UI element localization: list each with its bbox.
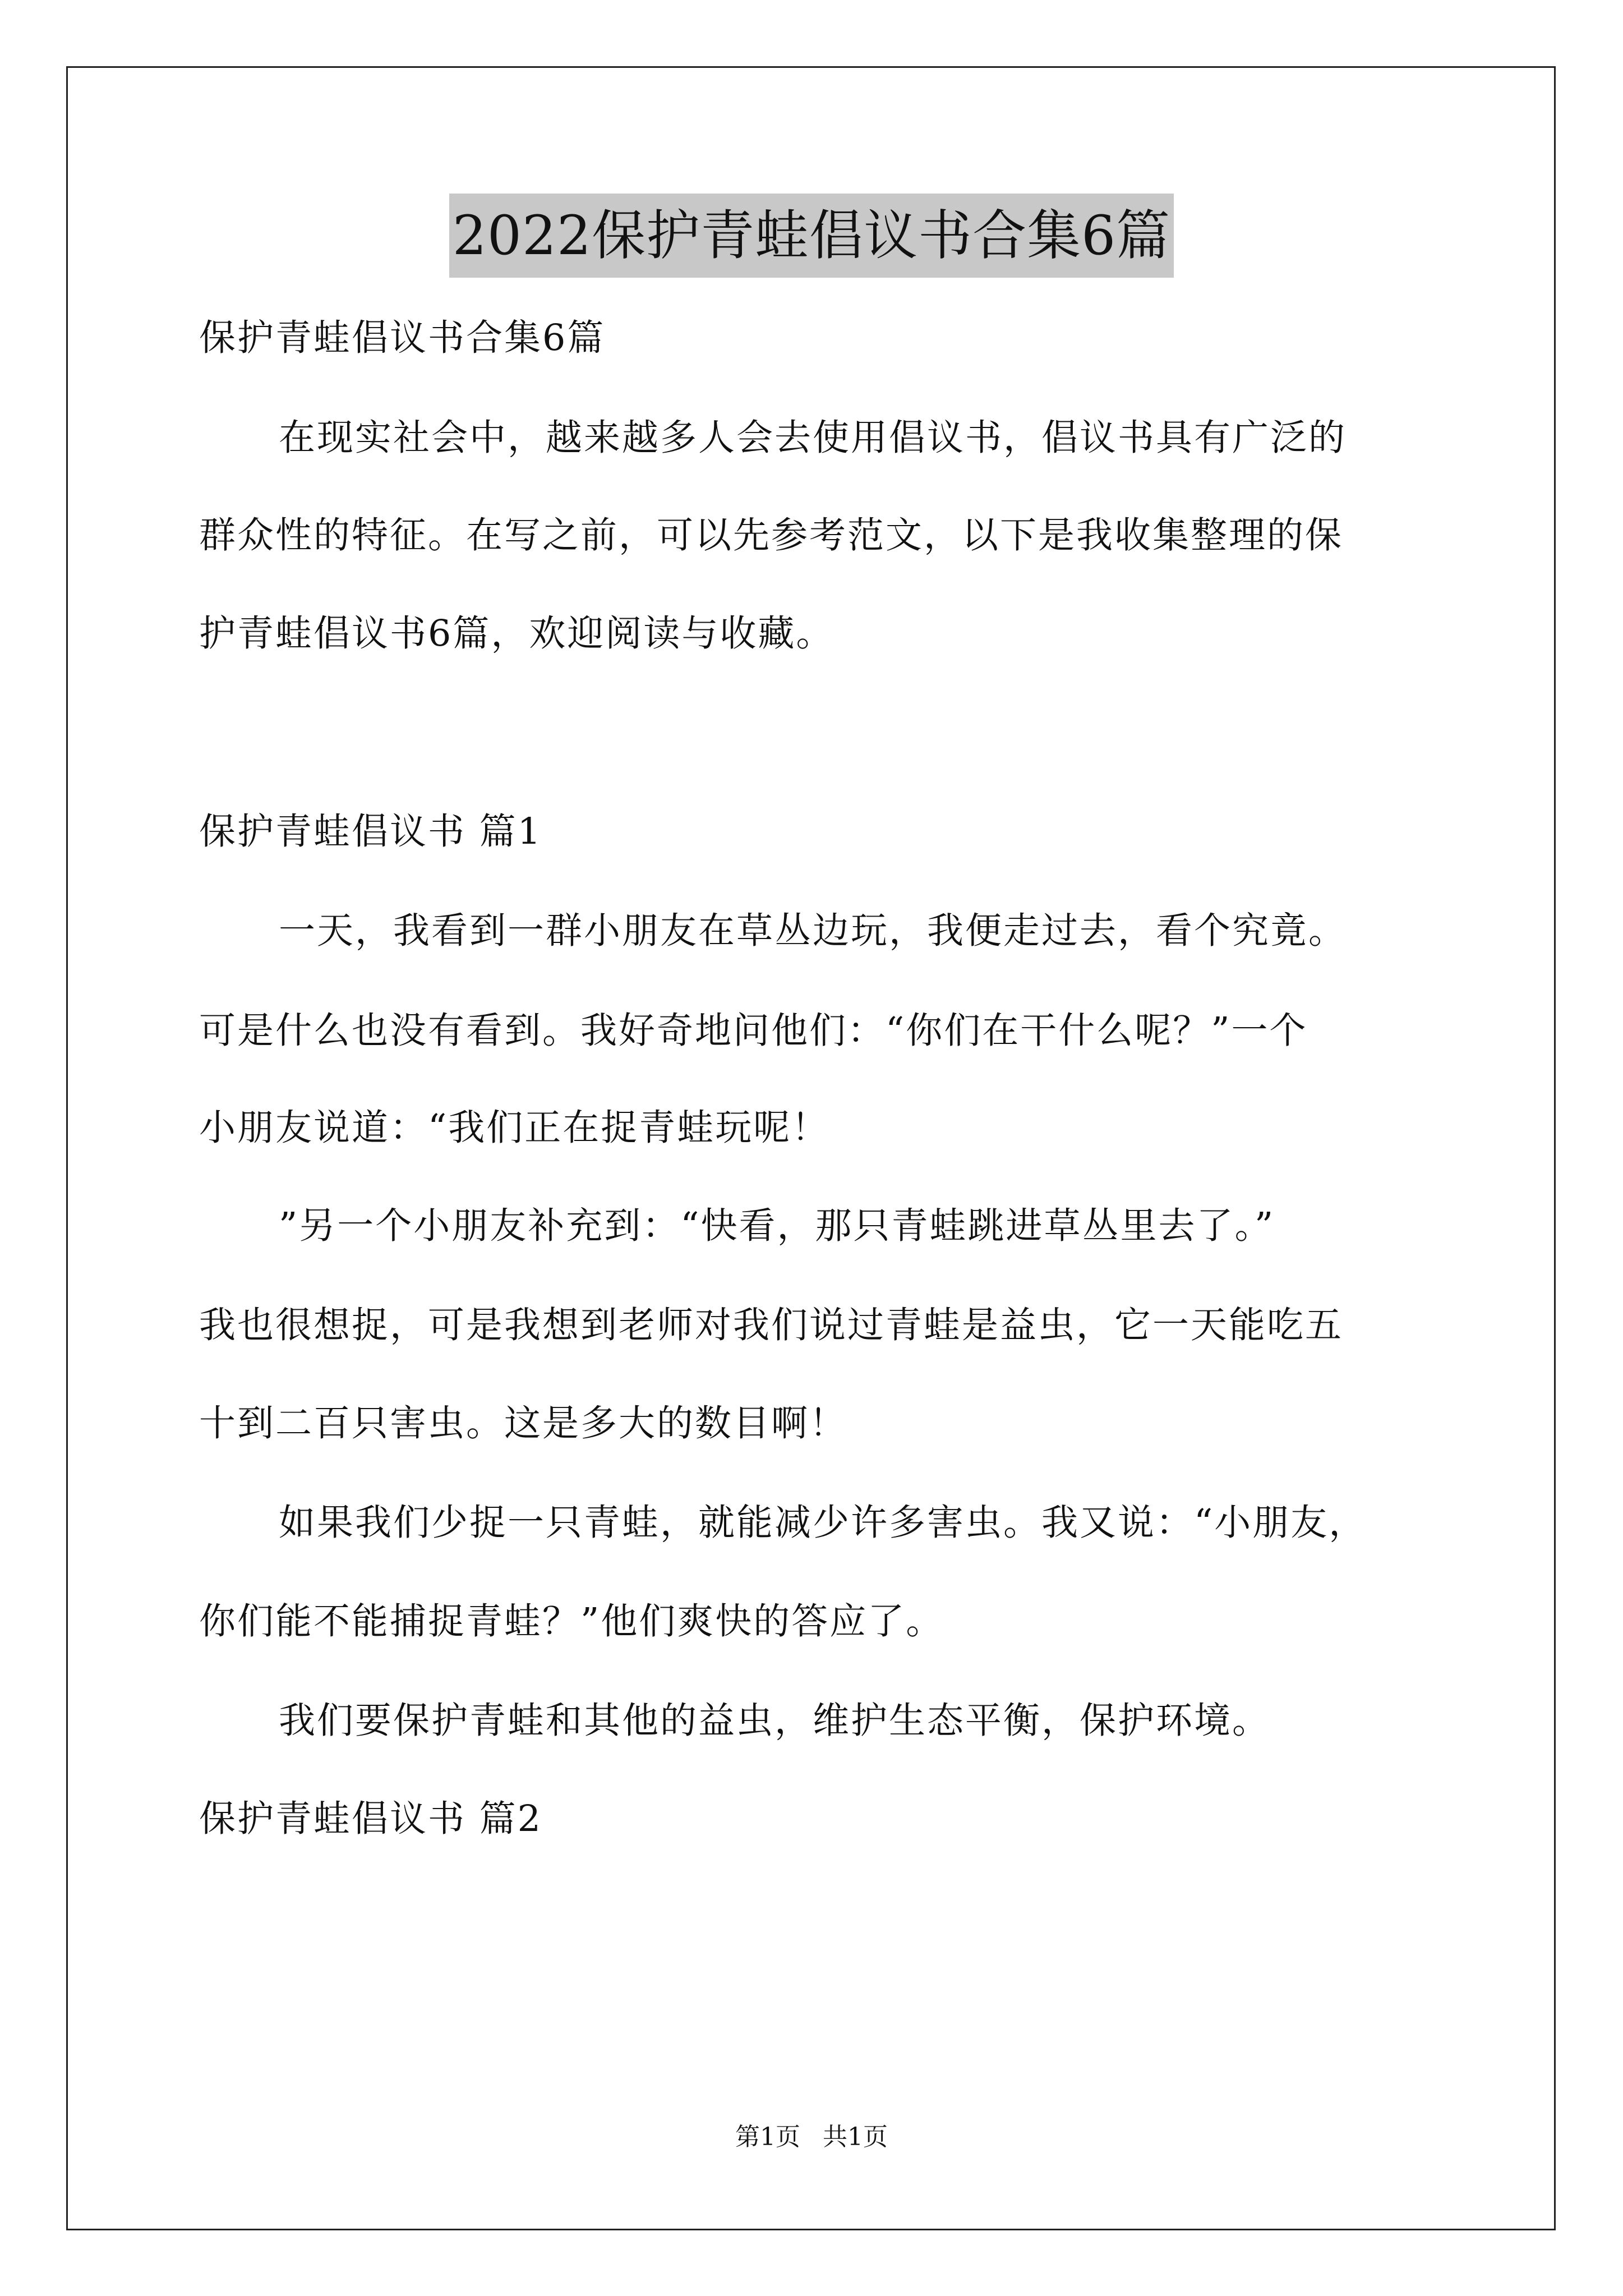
text-line: 保护青蛙倡议书 篇1 [199,811,543,853]
text-line: 在现实社会中，越来越多人会去使用倡议书，倡议书具有广泛的 [279,417,1347,459]
page-number: 第1页 [735,2123,800,2151]
text-line: 保护青蛙倡议书合集6篇 [199,317,606,359]
text-line: 我也很想捉，可是我想到老师对我们说过青蛙是益虫，它一天能吃五 [199,1304,1344,1346]
text-line: 一天，我看到一群小朋友在草丛边玩，我便走过去，看个究竟。 [279,910,1347,952]
text-line: 保护青蛙倡议书 篇2 [199,1798,543,1840]
text-line: ”另一个小朋友补充到：“快看，那只青蛙跳进草丛里去了。” [279,1205,1275,1247]
page-total: 共1页 [823,2123,888,2151]
text-line: 群众性的特征。在写之前，可以先参考范文，以下是我收集整理的保 [199,514,1344,556]
text-line: 可是什么也没有看到。我好奇地问他们：“你们在干什么呢？”一个 [199,1010,1308,1052]
text-line: 如果我们少捉一只青蛙，就能减少许多害虫。我又说：“小朋友， [279,1502,1367,1544]
text-line: 护青蛙倡议书6篇，欢迎阅读与收藏。 [199,613,834,655]
text-line: 你们能不能捕捉青蛙？”他们爽快的答应了。 [199,1600,944,1642]
text-line: 我们要保护青蛙和其他的益虫，维护生态平衡，保护环境。 [279,1700,1271,1742]
document-title: 2022保护青蛙倡议书合集6篇 [449,194,1174,278]
text-line: 小朋友说道：“我们正在捉青蛙玩呢！ [199,1107,830,1149]
text-line: 十到二百只害虫。这是多大的数目啊！ [199,1402,848,1444]
title-container [0,194,1623,278]
page-footer [0,2120,1623,2154]
